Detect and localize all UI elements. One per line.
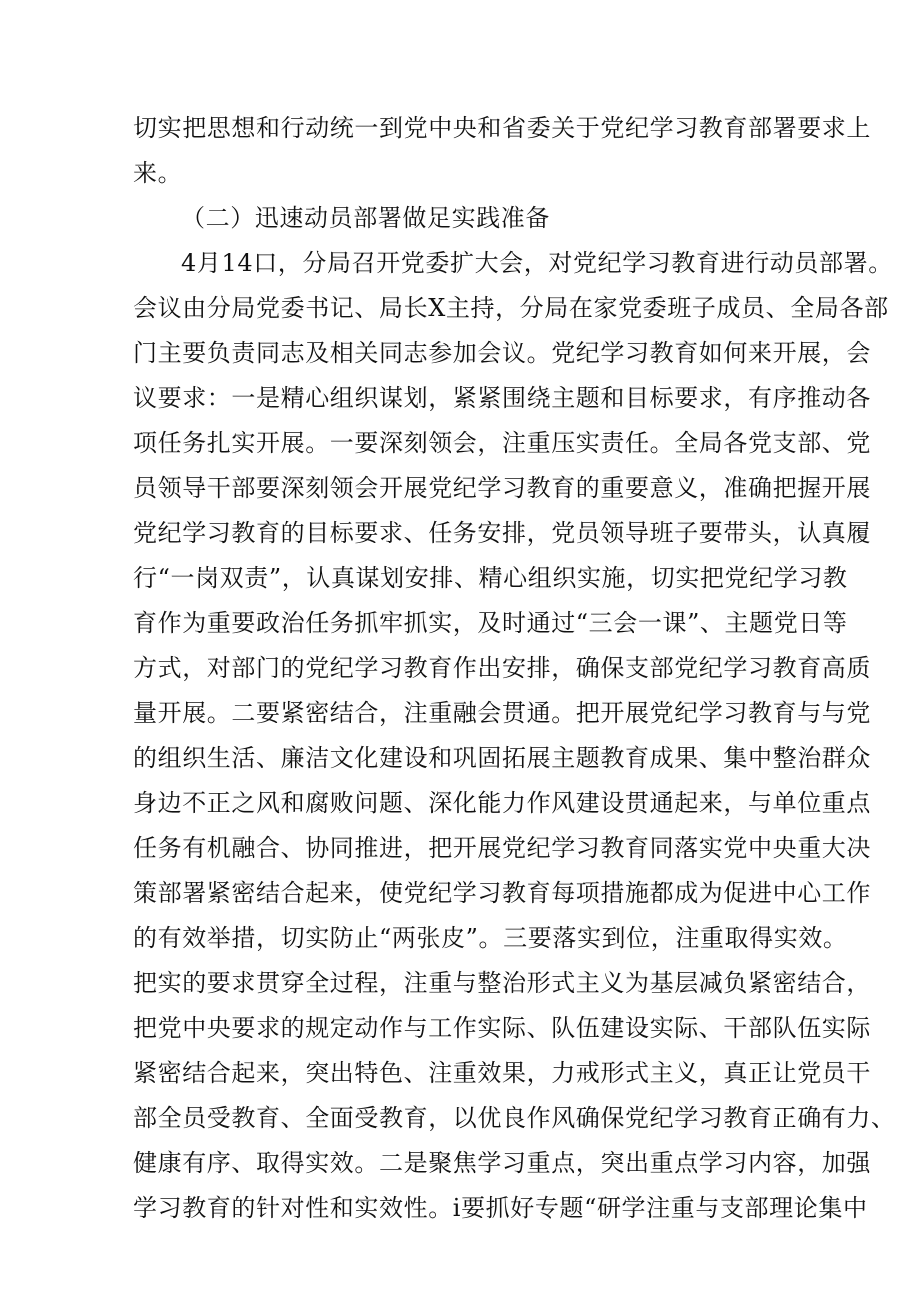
section-heading: （二）迅速动员部署做足实践准备	[181, 204, 550, 232]
paragraph-line: 紧密结合起来，突出特色、注重效果，力戒形式主义，真正让党员干	[133, 1059, 871, 1087]
paragraph-line: 切实把思想和行动统一到党中央和省委关于党纪学习教育部署要求上	[133, 114, 871, 142]
paragraph-line: 把党中央要求的规定动作与工作实际、队伍建设实际、干部队伍实际	[133, 1014, 871, 1042]
paragraph-line: 量开展。二要紧密结合，注重融会贯通。把开展党纪学习教育与与党	[133, 699, 871, 727]
paragraph-line: 员领导干部要深刻领会开展党纪学习教育的重要意义，准确把握开展	[133, 474, 871, 502]
paragraph-line: 的组织生活、廉洁文化建设和巩固拓展主题教育成果、集中整治群众	[133, 744, 871, 772]
paragraph-line: 的有效举措，切实防止“两张皮”。三要落实到位，注重取得实效。	[133, 924, 848, 952]
paragraph-line: 方式，对部门的党纪学习教育作出安排，确保支部党纪学习教育高质	[133, 654, 871, 682]
paragraph-line: 党纪学习教育的目标要求、任务安排，党员领导班子要带头，认真履	[133, 519, 871, 547]
paragraph-line: 育作为重要政治任务抓牢抓实，及时通过“三会一课”、主题党日等	[133, 609, 848, 637]
paragraph-line: 健康有序、取得实效。二是聚焦学习重点，突出重点学习内容，加强	[133, 1149, 871, 1177]
paragraph-line: 把实的要求贯穿全过程，注重与整治形式主义为基层减负紧密结合，	[133, 969, 871, 997]
paragraph-line: 策部署紧密结合起来，使党纪学习教育每项措施都成为促进中心工作	[133, 879, 871, 907]
paragraph-line: 4月14口，分局召开党委扩大会，对党纪学习教育进行动员部署。	[181, 249, 893, 277]
paragraph-line: 部全员受教育、全面受教育，以优良作风确保党纪学习教育正确有力、	[133, 1104, 896, 1132]
paragraph-line: 身边不正之风和腐败问题、深化能力作风建设贯通起来，与单位重点	[133, 789, 871, 817]
paragraph-line: 项任务扎实开展。一要深刻领会，注重压实责任。全局各党支部、党	[133, 429, 871, 457]
paragraph-line: 门主要负责同志及相关同志参加会议。党纪学习教育如何来开展，会	[133, 339, 871, 367]
paragraph-line: 会议由分局党委书记、局长X主持，分局在家党委班子成员、全局各部	[133, 294, 889, 322]
paragraph-line: 议要求：一是精心组织谋划，紧紧围绕主题和目标要求，有序推动各	[133, 384, 871, 412]
paragraph-line: 学习教育的针对性和实效性。i要抓好专题“研学注重与支部理论集中	[133, 1194, 868, 1222]
paragraph-line: 来。	[133, 159, 183, 187]
paragraph-line: 任务有机融合、协同推进，把开展党纪学习教育同落实党中央重大决	[133, 834, 871, 862]
paragraph-line: 行“一岗双责”，认真谋划安排、精心组织实施，切实把党纪学习教	[133, 564, 848, 592]
